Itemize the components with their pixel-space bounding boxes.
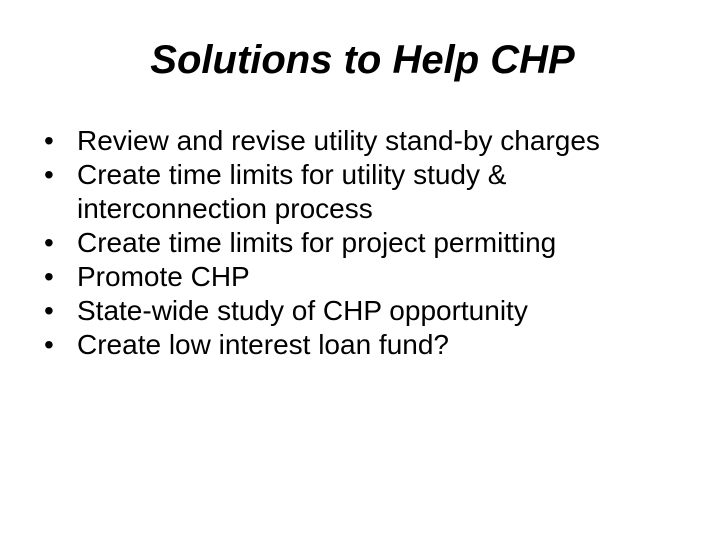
bullet-text: Create low interest loan fund? [77,329,449,360]
bullet-item [44,124,704,158]
bullet-item [44,226,704,260]
bullet-dot-icon: • [44,329,54,360]
bullet-text: Create time limits for utility study & interconnection process [77,159,507,224]
bullet-dot-icon: • [44,227,54,258]
bullet-dot-icon: • [44,295,54,326]
bullet-item [44,294,704,328]
bullet-dot-icon: • [44,125,54,156]
bullet-list [44,124,704,362]
bullet-dot-icon: • [44,261,54,292]
bullet-text: State-wide study of CHP opportunity [77,295,528,326]
bullet-item [44,158,704,226]
bullet-text: Review and revise utility stand-by charges [77,125,600,156]
bullet-text: Create time limits for project permitting [77,227,557,258]
bullet-item [44,260,704,294]
bullet-text: Promote CHP [77,261,250,292]
bullet-item [44,328,704,362]
bullet-dot-icon: • [44,159,54,190]
slide-title: Solutions to Help CHP [150,38,575,82]
